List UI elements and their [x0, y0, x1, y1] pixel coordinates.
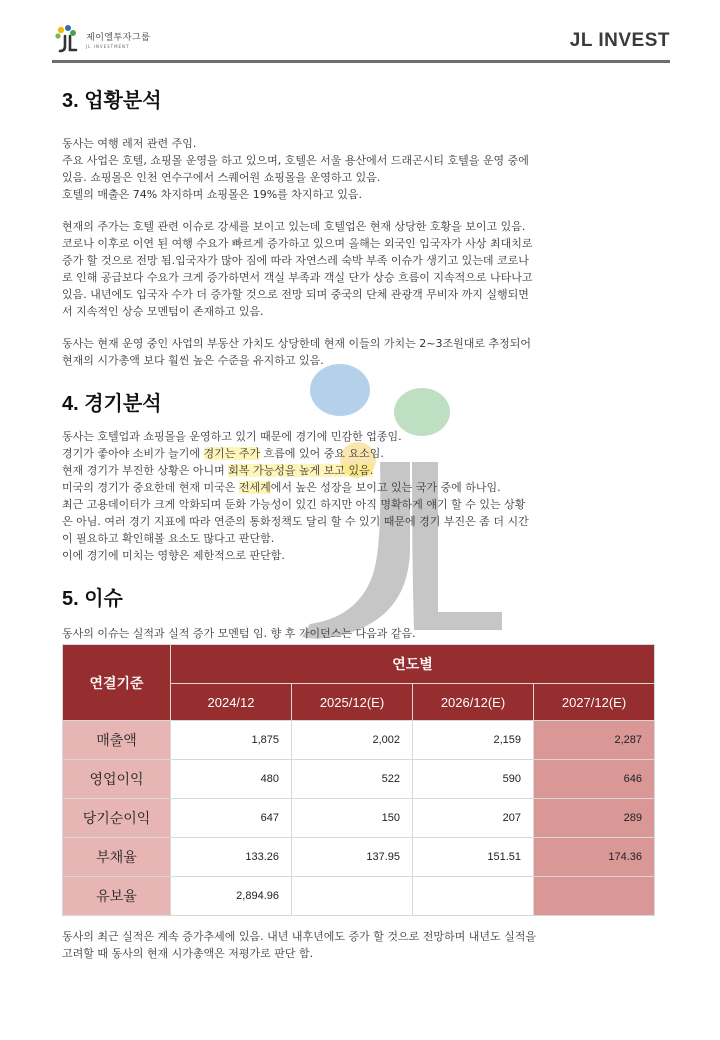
table-cell: 2,159: [413, 721, 534, 760]
table-cell: [292, 877, 413, 916]
text-line: 동사는 현재 운영 중인 사업의 부동산 가치도 상당한데 현재 이들의 가치는 2~3조원대로 추정되어: [62, 337, 531, 350]
table-cell: 133.26: [171, 838, 292, 877]
table-cell: 590: [413, 760, 534, 799]
financial-table: [62, 644, 655, 916]
text-line: 현재의 주가는 호텔 관련 이슈로 강세를 보이고 있는데 호텔업은 현재 상당한 호황을 보이고 있음.: [62, 220, 526, 233]
table-cell: [534, 877, 655, 916]
year-header: 2024/12: [171, 684, 292, 721]
table-cell: 2,002: [292, 721, 413, 760]
text-line: 현재의 시가총액 보다 훨씬 높은 수준을 유지하고 있음.: [62, 354, 324, 367]
row-label: 영업이익: [63, 760, 171, 799]
table-row: [63, 721, 655, 760]
section-title-industry: 3. 업황분석: [62, 90, 162, 112]
industry-paragraph-3: [62, 335, 662, 369]
table-header-row: [63, 645, 655, 684]
logo-korean-text: 제이엘투자그룹: [86, 32, 151, 43]
logo-english-text: JL INVESTMENT: [86, 43, 130, 49]
section-title-issue: 5. 이슈: [62, 588, 123, 610]
text-line: 최근 고용데이터가 크게 악화되며 둔화 가능성이 있긴 하지만 아직 명확하게 얘기 할 수 있는 상황: [62, 498, 526, 511]
company-logo: [52, 24, 150, 54]
text-line: 호텔의 매출은 74% 차지하며 쇼핑몰은 19%를 차지하고 있음.: [62, 188, 363, 201]
header-divider: [52, 60, 670, 63]
table-cell: 174.36: [534, 838, 655, 877]
table-cell: 1,875: [171, 721, 292, 760]
table-row: [63, 799, 655, 838]
text-line: 고려할 때 동사의 현재 시가총액은 저평가로 판단 함.: [62, 947, 314, 960]
text-line: 로 인해 공급보다 수요가 크게 증가하면서 객실 부족과 객실 단가 상승 흐름이 지속적으로 나타나고: [62, 271, 533, 284]
text-segment: 현재 경기가 부진한 상황은 아니며: [62, 464, 229, 477]
logo-mark-icon: [52, 24, 82, 54]
text-line: [62, 462, 662, 479]
text-segment: 미국의 경기가 중요한데 현재 미국은: [62, 481, 239, 494]
text-line: 동사의 최근 실적은 계속 증가추세에 있음. 내년 내후년에도 증가 할 것으로 전망하며 내년도 실적을: [62, 930, 536, 943]
report-content: [62, 84, 662, 642]
issue-intro: [62, 625, 662, 642]
text-line: 이 필요하고 확인해볼 요소도 많다고 판단함.: [62, 532, 275, 545]
table-cell: 151.51: [413, 838, 534, 877]
table-cell: [413, 877, 534, 916]
table-row: [63, 877, 655, 916]
industry-paragraph-2: [62, 218, 662, 320]
row-label: 당기순이익: [63, 799, 171, 838]
highlighted-text: 경기는 주가: [203, 447, 261, 460]
table-cell: 2,287: [534, 721, 655, 760]
table-cell: 522: [292, 760, 413, 799]
table-cell: 150: [292, 799, 413, 838]
text-segment: 에서 높은 성장을 보이고 있는 국가 중에 하나임.: [270, 481, 501, 494]
table-cell: 137.95: [292, 838, 413, 877]
text-line: [62, 445, 662, 462]
row-label: 매출액: [63, 721, 171, 760]
year-header: 2025/12(E): [292, 684, 413, 721]
row-label: 유보율: [63, 877, 171, 916]
text-line: 있음. 내년에도 입국자 수가 더 증가할 것으로 전망 되며 중국의 단체 관광객 무비자 까지 실행되면: [62, 288, 529, 301]
table-cell: 2,894.96: [171, 877, 292, 916]
text-line: 동사는 호텔업과 쇼핑몰을 운영하고 있기 때문에 경기에 민감한 업종임.: [62, 430, 402, 443]
year-header: 2026/12(E): [413, 684, 534, 721]
table-row: [63, 838, 655, 877]
text-line: 동사는 여행 레저 관련 주임.: [62, 137, 197, 150]
text-line: 있음. 쇼핑몰은 인천 연수구에서 스퀘어원 쇼핑몰을 운영하고 있음.: [62, 171, 381, 184]
brand-title: JL INVEST: [569, 30, 670, 51]
table-cell: 480: [171, 760, 292, 799]
text-line: [62, 479, 662, 496]
text-line: 증가 할 것으로 전망 됨.입국자가 많아 짐에 따라 자연스레 숙박 부족 이슈가 생기고 있는데 코로나: [62, 254, 529, 267]
table-cell: 207: [413, 799, 534, 838]
table-corner-header: 연결기준: [63, 645, 171, 721]
highlighted-text: 전세계: [238, 481, 271, 494]
table-row: [63, 760, 655, 799]
table-cell: 646: [534, 760, 655, 799]
economy-paragraph: [62, 428, 662, 564]
text-line: 코로나 이후로 이연 된 여행 수요가 빠르게 증가하고 있으며 올해는 외국인 입국자가 사상 최대치로: [62, 237, 533, 250]
table-cell: 647: [171, 799, 292, 838]
text-line: 서 지속적인 상승 모멘텀이 존재하고 있음.: [62, 305, 264, 318]
industry-paragraph-1: [62, 135, 662, 203]
year-header: 2027/12(E): [534, 684, 655, 721]
highlighted-text: 회복 가능성을 높게 보고 있음.: [228, 464, 374, 477]
table-cell: 289: [534, 799, 655, 838]
text-line: 이에 경기에 미치는 영향은 제한적으로 판단함.: [62, 549, 285, 562]
text-segment: 경기가 좋아야 소비가 늘기에: [62, 447, 204, 460]
text-segment: 흐름에 있어 중요 요소임.: [260, 447, 384, 460]
table-group-header: 연도별: [171, 645, 655, 684]
section-title-economy: 4. 경기분석: [62, 393, 162, 415]
conclusion-paragraph: [62, 928, 662, 962]
text-line: 동사의 이슈는 실적과 실적 증가 모멘텀 임. 향 후 가이던스는 다음과 같음.: [62, 627, 416, 640]
row-label: 부채율: [63, 838, 171, 877]
text-line: 은 아님. 여러 경기 지표에 따라 연준의 통화정책도 달리 할 수 있기 때문에 경기 부진은 좀 더 시간: [62, 515, 529, 528]
text-line: 주요 사업은 호텔, 쇼핑몰 운영을 하고 있으며, 호텔은 서울 용산에서 드래곤시티 호텔을 운영 중에: [62, 154, 529, 167]
